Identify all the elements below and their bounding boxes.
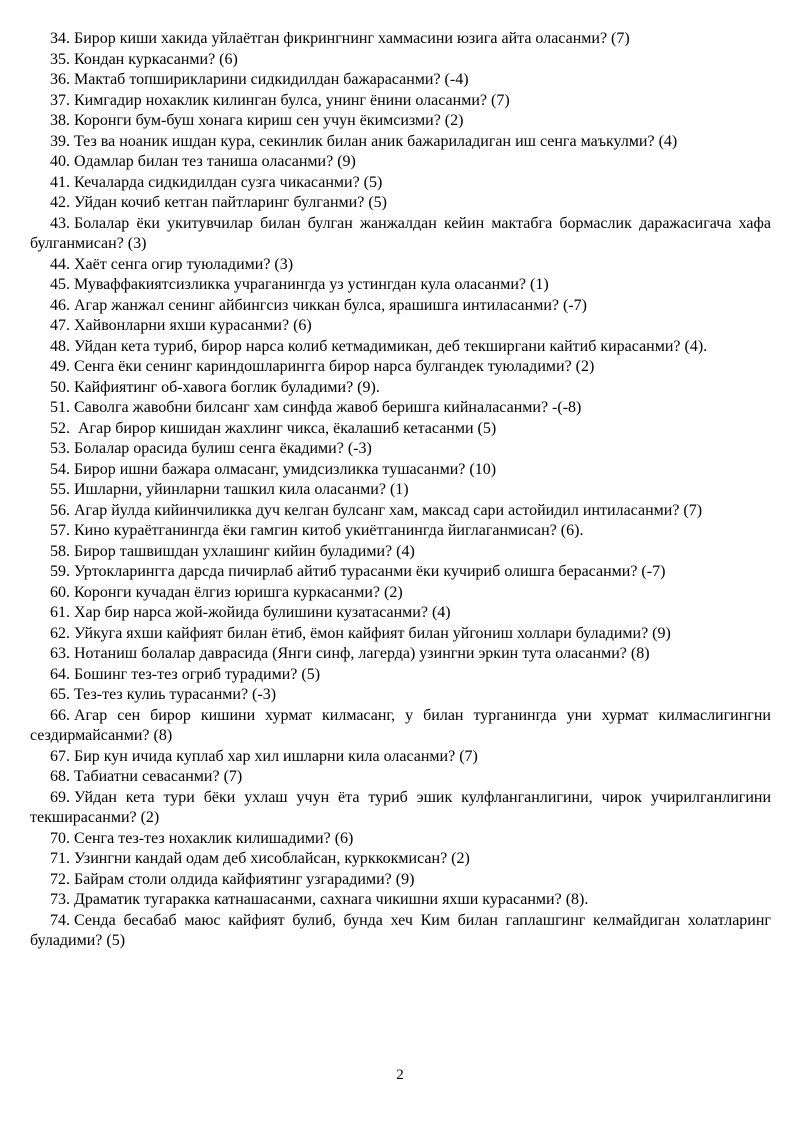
question-text: Уртокларингга дарсда пичирлаб айтиб турасанми ёки кучириб олишга берасанми? (-7) [74, 563, 666, 580]
question-text: Сенга тез-тез нохаклик килишадими? (6) [74, 829, 354, 847]
question-number: 40. [50, 153, 70, 170]
question-text: Уйдан кета тури бёки ухлаш учун ёта туриб эшик кулфланганлигини, чирок учирилганлигини текширасанми? (2) [30, 788, 771, 826]
question-text: Хайвонларни яхши курасанми? (6) [74, 317, 312, 334]
question-number: 53. [50, 440, 70, 457]
question-text: Уйдан кета туриб, бирор нарса колиб кетмадимикан, деб текширгани кайтиб кирасанми? (4). [74, 337, 708, 355]
question-text: Бошинг тез-тез огриб турадими? (5) [74, 665, 321, 683]
question-text: Нотаниш болалар даврасида (Янги синф, лагерда) узингни эркин тута оласанми? (8) [74, 645, 650, 662]
question-item [30, 357, 771, 378]
question-text: Узингни кандай одам деб хисоблайсан, курккокмисан? (2) [74, 850, 470, 867]
question-text: Байрам столи олдида кайфиятинг узгарадими? (9) [74, 870, 415, 888]
question-text: Кайфиятинг об-хавога боглик буладими? (9). [74, 378, 380, 396]
question-item [30, 624, 771, 645]
question-number: 45. [50, 276, 70, 293]
question-text: Коронги бум-буш хонага кириш сен учун ёкимсизми? (2) [74, 112, 464, 129]
question-text: Тез-тез кулиь турасанми? (-3) [74, 686, 277, 703]
question-number: 60. [50, 583, 70, 601]
question-item [30, 214, 771, 255]
question-number: 70. [50, 829, 70, 847]
question-text: Бирор ишни бажара олмасанг, умидсизликка тушасанми? (10) [74, 460, 497, 478]
question-item [30, 50, 771, 71]
question-item [30, 378, 771, 399]
question-text: Одамлар билан тез таниша оласанми? (9) [74, 153, 356, 170]
question-text: Уйкуга яхши кайфият билан ётиб, ёмон кайфият билан уйгониш холлари буладими? (9) [74, 624, 671, 642]
question-number: 34. [50, 30, 70, 47]
question-item [30, 398, 771, 419]
question-item [30, 706, 771, 747]
question-item [30, 480, 771, 501]
question-item [30, 685, 771, 706]
question-number: 50. [50, 378, 70, 396]
question-number: 38. [50, 112, 70, 129]
question-number: 72. [50, 870, 70, 888]
question-text: Сенга ёки сенинг кариндошларингга бирор нарса булгандек туюладими? (2) [74, 358, 595, 375]
question-item [30, 583, 771, 604]
question-item [30, 603, 771, 624]
question-item [30, 275, 771, 296]
question-number: 74. [50, 911, 70, 929]
question-item [30, 173, 771, 194]
question-number: 46. [50, 296, 70, 314]
question-item [30, 521, 771, 542]
question-text: Табиатни севасанми? (7) [74, 768, 243, 785]
question-item [30, 419, 771, 440]
question-number: 41. [50, 173, 70, 191]
question-number: 51. [50, 399, 70, 416]
question-item [30, 911, 771, 952]
question-text: Муваффакиятсизликка учраганингда уз устингдан кула оласанми? (1) [74, 276, 549, 293]
question-number: 65. [50, 686, 70, 703]
question-number: 39. [50, 132, 70, 150]
page-number: 2 [396, 1067, 404, 1083]
question-number: 54. [50, 460, 70, 478]
question-number: 58. [50, 542, 70, 560]
question-text: Бирор ташвишдан ухлашинг кийин буладими? (4) [74, 542, 415, 560]
question-number: 49. [50, 358, 70, 375]
question-number: 64. [50, 665, 70, 683]
question-text: Кино кураётганингда ёки гамгин китоб укиётганингда йиглаганмисан? (6). [74, 522, 584, 539]
question-item [30, 439, 771, 460]
question-number: 48. [50, 337, 70, 355]
question-number: 62. [50, 624, 70, 642]
question-item [30, 890, 771, 911]
question-item [30, 747, 771, 768]
question-number: 73. [50, 891, 70, 908]
question-item [30, 111, 771, 132]
question-number: 43. [50, 214, 70, 232]
question-item [30, 337, 771, 358]
question-item [30, 193, 771, 214]
question-item [30, 849, 771, 870]
question-item [30, 501, 771, 522]
question-text: Мактаб топширикларини сидкидилдан бажарасанми? (-4) [74, 71, 469, 88]
question-number: 37. [50, 91, 70, 109]
question-item [30, 91, 771, 112]
question-item [30, 665, 771, 686]
question-text: Кимгадир нохаклик килинган булса, унинг ёнини оласанми? (7) [74, 91, 510, 109]
question-item [30, 788, 771, 829]
question-text: Бир кун ичида куплаб хар хил ишларни кила оласанми? (7) [74, 747, 478, 765]
question-text: Хар бир нарса жой-жойида булишини кузатасанми? (4) [74, 604, 451, 621]
question-number: 55. [50, 481, 70, 498]
question-item [30, 70, 771, 91]
question-text: Болалар ёки укитувчилар билан булган жанжалдан кейин мактабга бормаслик даражасигача хафа булганмисан? (3) [30, 214, 771, 252]
question-number: 59. [50, 563, 70, 580]
question-text: Тез ва ноаник ишдан кура, секинлик билан аник бажариладиган иш сенга маъкулми? (4) [74, 132, 678, 150]
question-text: Бирор киши хакида уйлаётган фикрингнинг хаммасини юзига айта оласанми? (7) [74, 30, 630, 47]
question-text: Ишларни, уйинларни ташкил кила оласанми? (1) [74, 481, 409, 498]
question-item [30, 562, 771, 583]
question-item [30, 829, 771, 850]
question-number: 66. [50, 706, 70, 724]
question-number: 44. [50, 255, 70, 273]
question-text: Сенда бесабаб маюс кайфият булиб, бунда хеч Ким билан гаплашгинг келмайдиган холатларинг буладими? (5) [30, 911, 771, 949]
question-list [30, 29, 771, 952]
question-number: 57. [50, 522, 70, 539]
question-number: 52. [50, 419, 70, 437]
question-text: Агар йулда кийинчиликка дуч келган булсанг хам, максад сари астойидил интиласанми? (7) [74, 501, 703, 519]
question-number: 47. [50, 317, 70, 334]
question-text: Агар сен бирор кишини хурмат килмасанг, у билан турганингда уни хурмат килмаслигингни сездирмайсанми? (8) [30, 706, 771, 744]
question-number: 69. [50, 788, 70, 806]
question-text: Агар бирор кишидан жахлинг чикса, ёкалашиб кетасанми (5) [74, 419, 497, 437]
question-item [30, 870, 771, 891]
document-page [30, 29, 771, 952]
question-text: Коронги кучадан ёлгиз юришга куркасанми? (2) [74, 583, 403, 601]
question-number: 61. [50, 604, 70, 621]
question-item [30, 296, 771, 317]
question-text: Саволга жавобни билсанг хам синфда жавоб беришга кийналасанми? -(-8) [74, 399, 582, 416]
question-number: 35. [50, 50, 70, 68]
question-number: 71. [50, 850, 70, 867]
question-number: 42. [50, 194, 70, 211]
question-number: 68. [50, 768, 70, 785]
question-item [30, 132, 771, 153]
question-text: Хаёт сенга огир туюладими? (3) [74, 255, 294, 273]
question-item [30, 316, 771, 337]
question-number: 67. [50, 747, 70, 765]
question-number: 63. [50, 645, 70, 662]
question-item [30, 460, 771, 481]
question-item [30, 767, 771, 788]
question-text: Болалар орасида булиш сенга ёкадими? (-3) [74, 440, 372, 457]
question-item [30, 152, 771, 173]
question-text: Агар жанжал сенинг айбингсиз чиккан булса, ярашишга интиласанми? (-7) [74, 296, 587, 314]
question-text: Кечаларда сидкидилдан сузга чикасанми? (5) [74, 173, 383, 191]
question-item [30, 644, 771, 665]
question-item [30, 255, 771, 276]
question-number: 56. [50, 501, 70, 519]
question-item [30, 29, 771, 50]
question-number: 36. [50, 71, 70, 88]
question-text: Кондан куркасанми? (6) [74, 50, 238, 68]
question-text: Уйдан кочиб кетган пайтларинг булганми? (5) [74, 194, 387, 211]
question-item [30, 542, 771, 563]
question-text: Драматик тугаракка катнашасанми, сахнага чикишни яхши курасанми? (8). [74, 891, 589, 908]
